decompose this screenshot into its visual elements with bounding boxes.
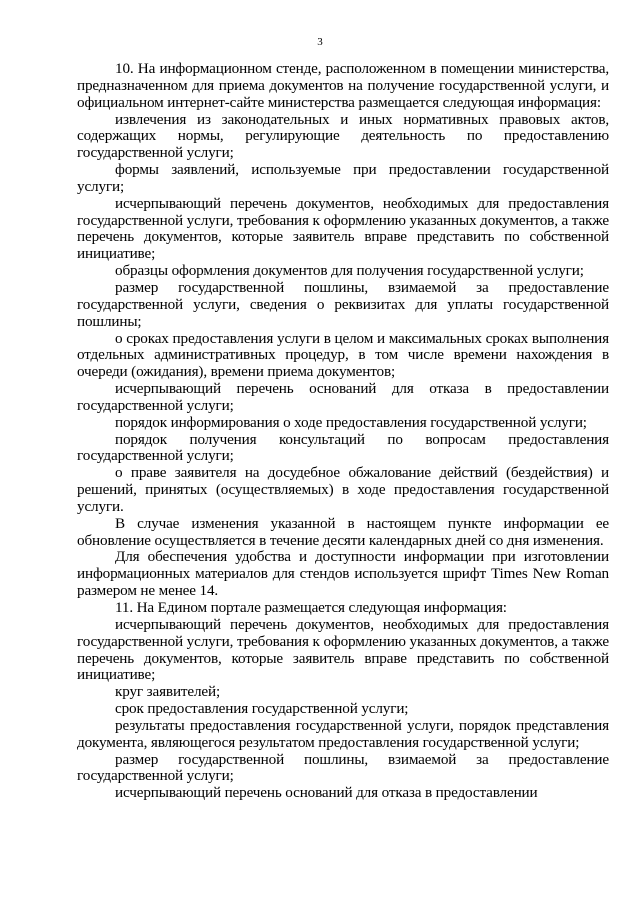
portal-item-results: результаты предоставления государственной услуги, порядок представления документа, являющегося результатом предоставления государственной услуги; [77,716,609,751]
paragraph-info-update: В случае изменения указанной в настоящем пункте информации ее обновление осуществляется в течение десяти календарных дней со дня изменения. [77,514,609,549]
portal-item-state-fee: размер государственной пошлины, взимаемой за предоставление государственной услуги; [77,750,609,785]
portal-item-service-term: срок предоставления государственной услуги; [115,700,409,718]
list-item-refusal-grounds: исчерпывающий перечень оснований для отказа в предоставлении государственной услуги; [77,380,609,414]
paragraph-10-intro: 10. На информационном стенде, расположенном в помещении министерства, предназначенном для приема документов на получение государственной услуги, и официальном интернет-сайте министерства размещается следующая информация: [77,60,609,111]
paragraph-11-intro: 11. На Едином портале размещается следующая информация: [115,599,507,616]
list-item-legal-extracts: извлечения из законодательных и иных нормативных правовых актов, содержащих нормы, регулирующие деятельность по предоставлению государственной услуги; [77,110,609,162]
list-item-state-fee: размер государственной пошлины, взимаемой за предоставление государственной услуги, сведения о реквизитах для уплаты государственной пошлины; [77,278,609,330]
document-body [77,61,609,802]
list-item-application-forms: формы заявлений, используемые при предоставлении государственной услуги; [77,161,609,195]
list-item-service-terms: о сроках предоставления услуги в целом и максимальных сроках выполнения отдельных административных процедур, в том числе времени нахождения в очереди (ожидания), времени приема документов; [77,329,609,381]
list-item-progress-info: порядок информирования о ходе предоставления государственной услуги; [115,413,587,431]
portal-item-applicants: круг заявителей; [115,683,221,701]
paragraph-font-requirement: Для обеспечения удобства и доступности информации при изготовлении информационных материалов для стендов используется шрифт Times New Roman размером не менее 14. [77,548,609,600]
list-item-consultations: порядок получения консультаций по вопросам предоставления государственной услуги; [77,430,609,465]
page-number: 3 [317,36,323,48]
list-item-appeal-rights: о праве заявителя на досудебное обжалование действий (бездействия) и решений, принятых (осуществляемых) в ходе предоставления государственной услуги. [77,464,609,515]
list-item-document-samples: образцы оформления документов для получения государственной услуги; [115,262,584,280]
portal-item-refusal-grounds: исчерпывающий перечень оснований для отказа в предоставлении [115,784,538,802]
portal-item-required-documents: исчерпывающий перечень документов, необходимых для предоставления государственной услуги, требования к оформлению указанных документов, а также перечень документов, которые заявитель вправе представить по собственной инициативе; [77,615,609,684]
list-item-required-documents: исчерпывающий перечень документов, необходимых для предоставления государственной услуги, требования к оформлению указанных документов, а также перечень документов, которые заявитель вправе представить по собственной инициативе; [77,194,609,263]
